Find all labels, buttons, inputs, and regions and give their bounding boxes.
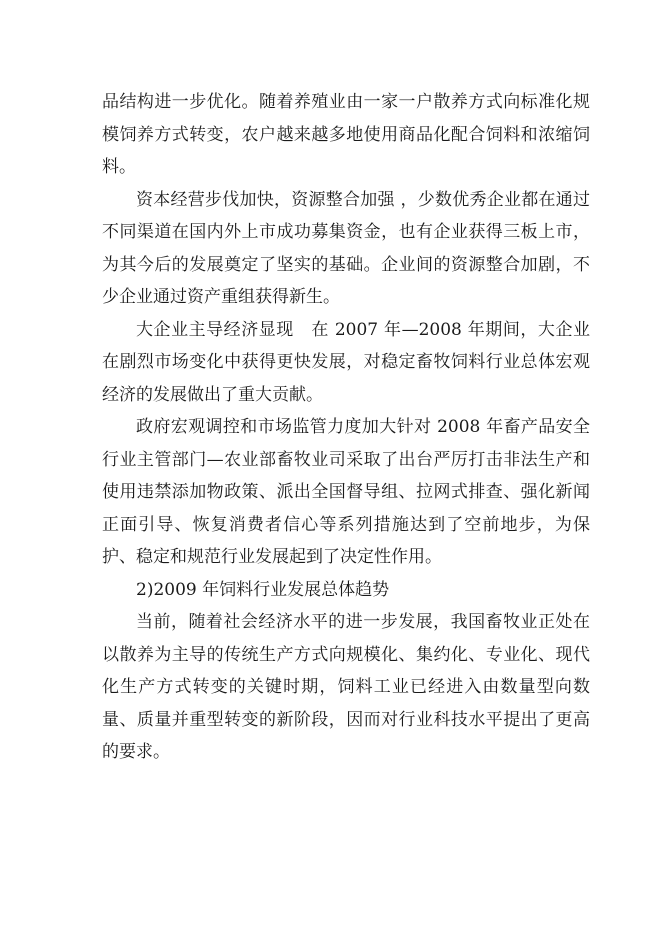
document-body — [102, 86, 590, 769]
paragraph-feed-structure: 品结构进一步优化。随着养殖业由一家一户散养方式向标准化规模饲养方式转变，农户越来越多地使用商品化配合饲料和浓缩饲料。 — [102, 92, 590, 177]
section-heading-2009-trend: 2)2009 年饲料行业发展总体趋势 — [136, 579, 390, 600]
paragraph-large-enterprises: 大企业主导经济显现 在 2007 年—2008 年期间，大企业在剧烈市场变化中获得更快发展，对稳定畜牧饲料行业总体宏观经济的发展做出了重大贡献。 — [102, 319, 590, 405]
paragraph-capital-operation: 资本经营步伐加快，资源整合加强 ，少数优秀企业都在通过不同渠道在国内外上市成功募集资金，也有企业获得三板上市，为其今后的发展奠定了坚实的基础。企业间的资源整合加剧，不少企业通过资产重组获得新生。 — [102, 189, 590, 307]
paragraph-government-regulation: 政府宏观调控和市场监管力度加大针对 2008 年畜产品安全行业主管部门—农业部畜牧业司采取了出台严厉打击非法生产和使用违禁添加物政策、派出全国督导组、拉网式排查、强化新闻正面引导、恢复消费者信心等系列措施达到了空前地步，为保护、稳定和规范行业发展起到了决定性作用。 — [102, 417, 590, 567]
paragraph-current-development: 当前，随着社会经济水平的进一步发展，我国畜牧业正处在以散养为主导的传统生产方式向规模化、集约化、专业化、现代化生产方式转变的关键时期，饲料工业已经进入由数量型向数量、质量并重型转变的新阶段，因而对行业科技水平提出了更高的要求。 — [102, 612, 590, 762]
